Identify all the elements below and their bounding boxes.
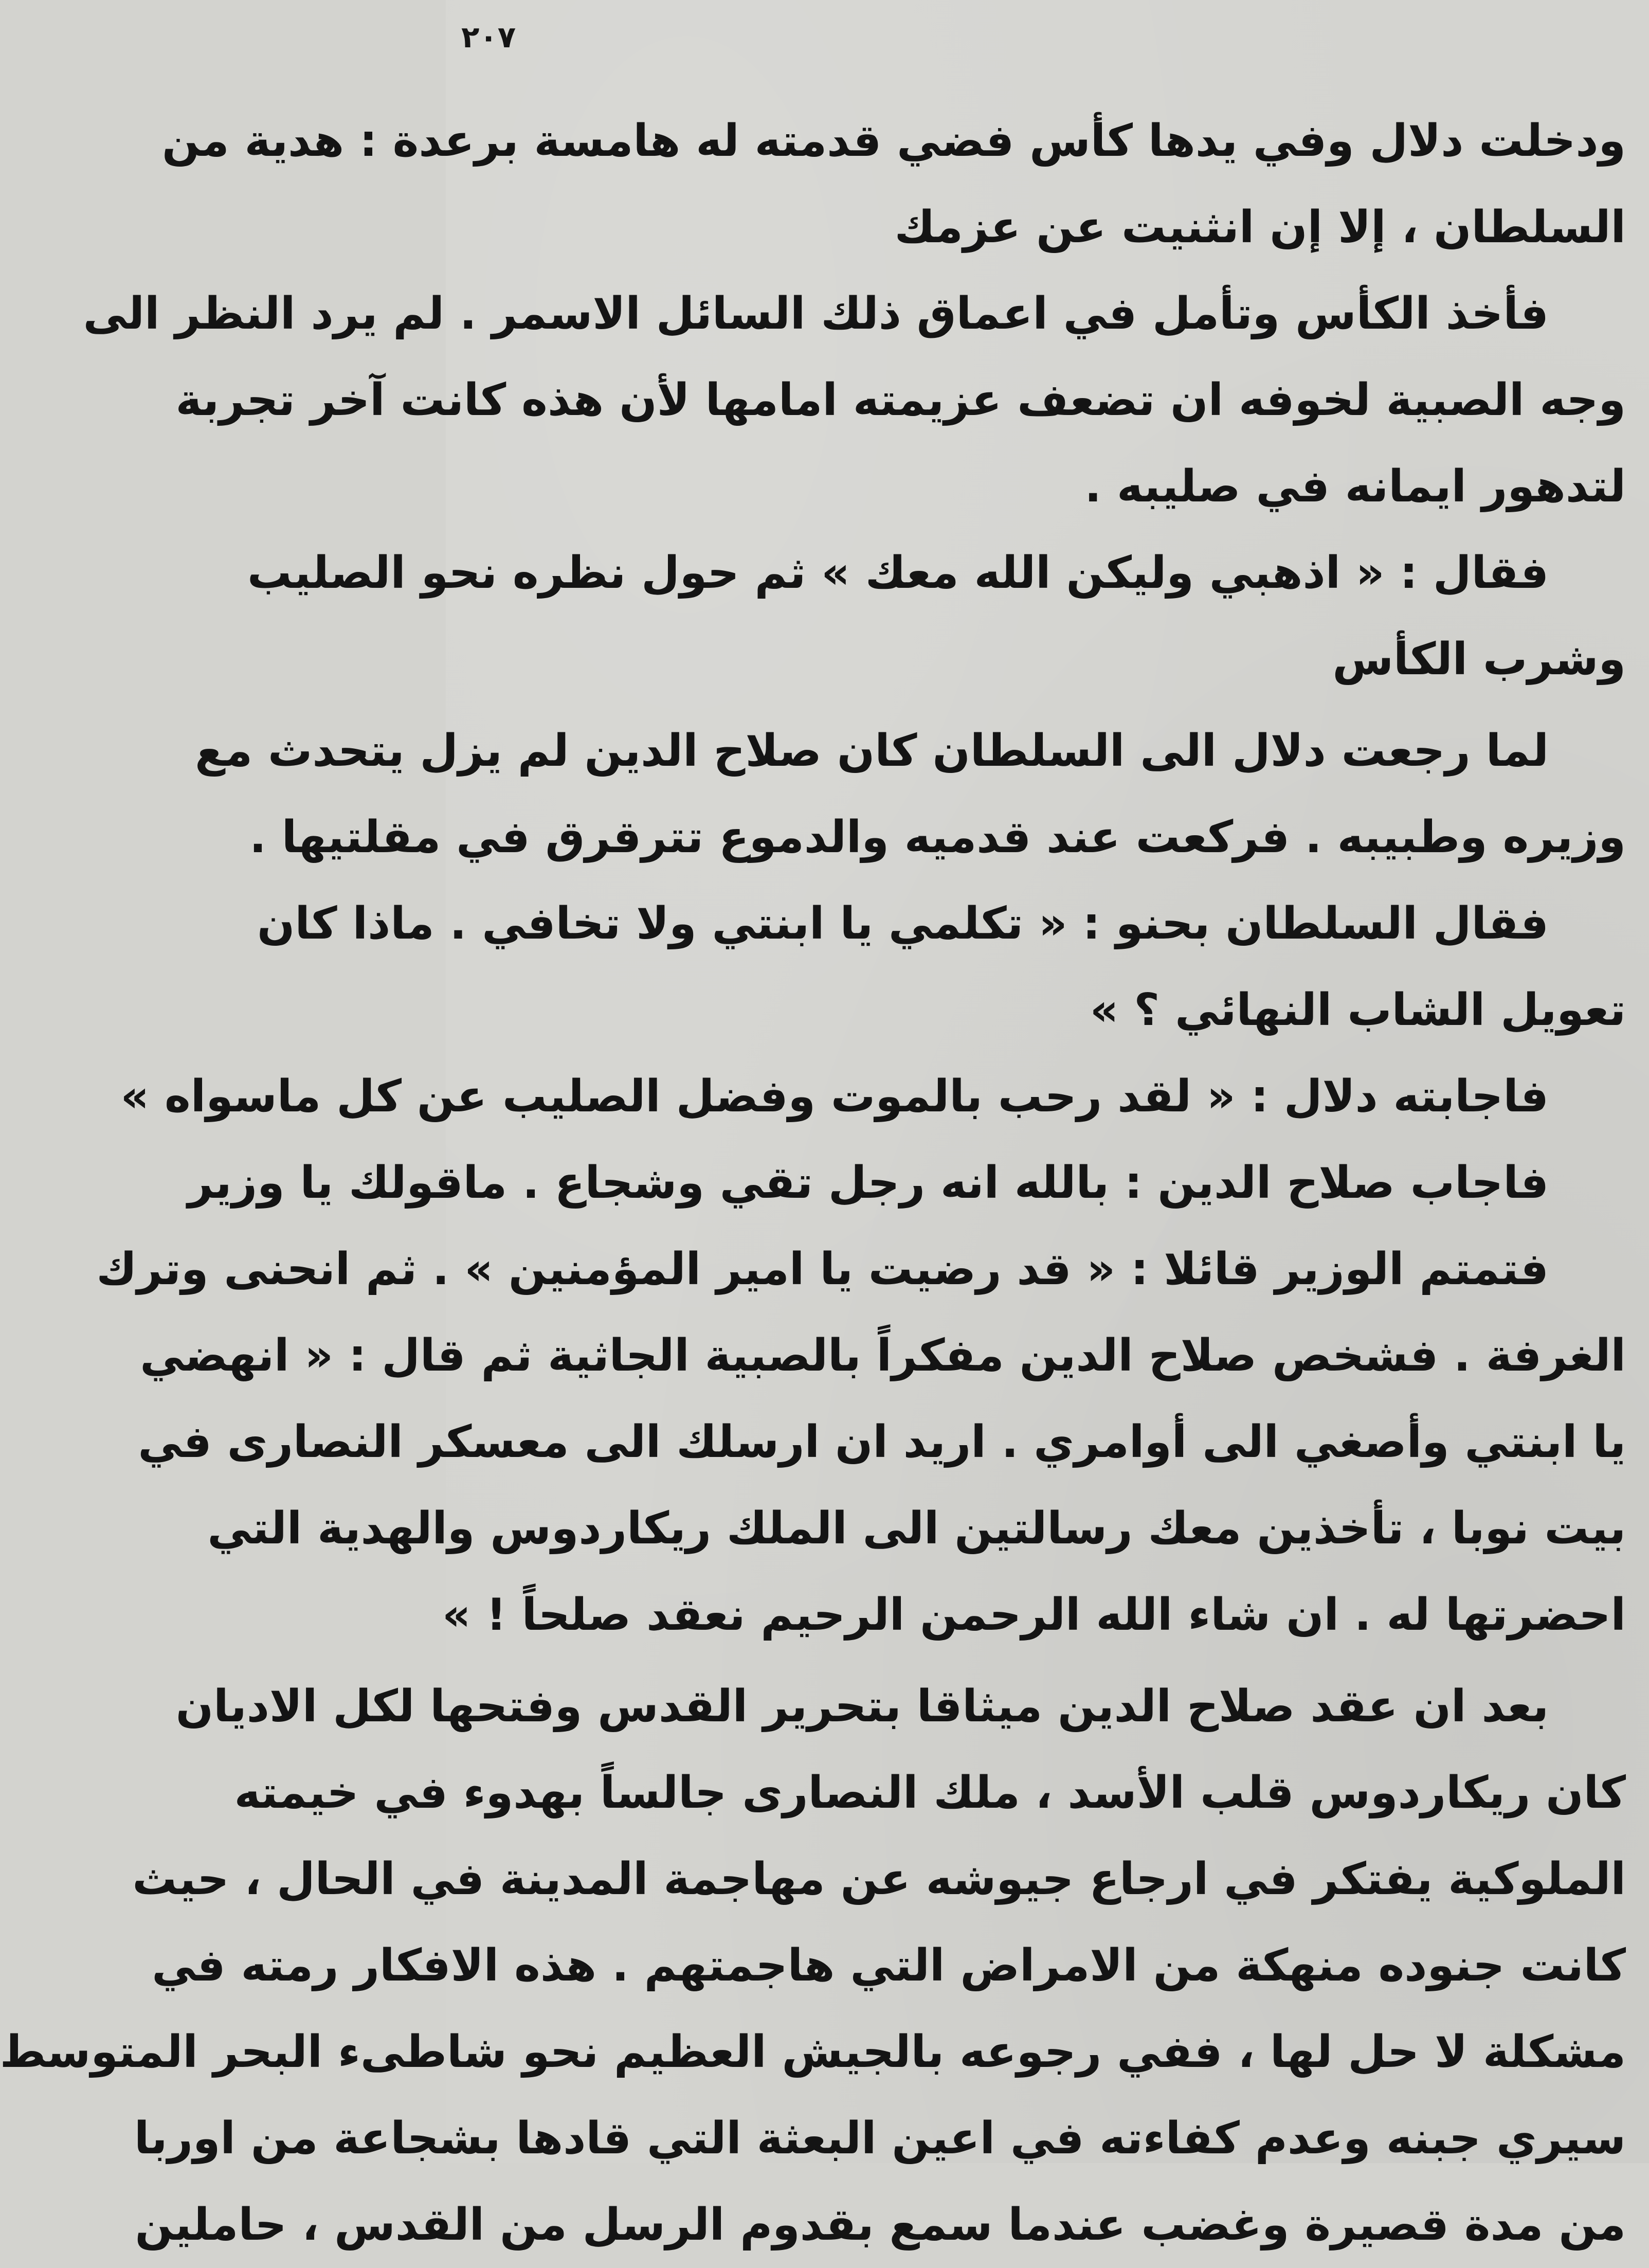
body-text: [0, 98, 1626, 2268]
text-line: الملوكية يفتكر في ارجاع جيوشه عن مهاجمة المدينة في الحال ، حيث: [132, 1853, 1626, 1905]
page-number: ٢٠٧: [461, 20, 516, 55]
text-line: كان ريكاردوس قلب الأسد ، ملك النصارى جالساً بهدوء في خيمته: [234, 1767, 1626, 1819]
text-line: تعويل الشاب النهائي ؟ »: [1090, 984, 1626, 1036]
text-line: بعد ان عقد صلاح الدين ميثاقا بتحرير القدس وفتحها لكل الاديان: [175, 1681, 1549, 1732]
text-line: من مدة قصيرة وغضب عندما سمع بقدوم الرسل من القدس ، حاملين: [135, 2199, 1626, 2251]
text-line: بيت نوبا ، تأخذين معك رسالتين الى الملك ريكاردوس والهدية التي: [207, 1503, 1626, 1554]
text-line: فتمتم الوزير قائلا : « قد رضيت يا امير المؤمنين » . ثم انحنى وترك: [96, 1244, 1549, 1295]
text-line: كانت جنوده منهكة من الامراض التي هاجمتهم . هذه الافكار رمته في: [152, 1940, 1626, 1991]
text-line: فأخذ الكأس وتأمل في اعماق ذلك السائل الاسمر . لم يرد النظر الى: [83, 288, 1549, 339]
text-line: لتدهور ايمانه في صليبه .: [1084, 461, 1626, 512]
text-line: لما رجعت دلال الى السلطان كان صلاح الدين لم يزل يتحدث مع: [195, 725, 1549, 777]
text-line: فاجاب صلاح الدين : بالله انه رجل تقي وشجاع . ماقولك يا وزير: [187, 1157, 1549, 1209]
text-line: السلطان ، إلا إن انثنيت عن عزمك: [894, 202, 1626, 253]
text-line: ودخلت دلال وفي يدها كأس فضي قدمته له هامسة برعدة : هدية من: [161, 115, 1626, 167]
text-line: مشكلة لا حل لها ، ففي رجوعه بالجيش العظيم نحو شاطىء البحر المتوسط: [0, 2026, 1626, 2078]
text-line: احضرتها له . ان شاء الله الرحمن الرحيم نعقد صلحاً ! »: [442, 1589, 1626, 1641]
text-line: سيري جبنه وعدم كفاءته في اعين البعثة التي قادها بشجاعة من اوربا: [134, 2113, 1626, 2164]
text-line: فقال السلطان بحنو : « تكلمي يا ابنتي ولا تخافي . ماذا كان: [257, 898, 1549, 949]
text-line: فاجابته دلال : « لقد رحب بالموت وفضل الصليب عن كل ماسواه »: [120, 1071, 1549, 1122]
text-line: وزيره وطبيبه . فركعت عند قدميه والدموع تترقرق في مقلتيها .: [249, 812, 1626, 863]
text-line: يا ابنتي وأصغي الى أوامري . اريد ان ارسلك الى معسكر النصارى في: [138, 1416, 1626, 1468]
text-line: فقال : « اذهبي وليكن الله معك » ثم حول نظره نحو الصليب: [247, 547, 1549, 599]
text-line: الغرفة . فشخص صلاح الدين مفكراً بالصبية الجاثية ثم قال : « انهضي: [140, 1330, 1626, 1381]
text-line: وجه الصبية لخوفه ان تضعف عزيمته امامها لأن هذه كانت آخر تجربة: [175, 374, 1626, 426]
text-line: وشرب الكأس: [1332, 634, 1626, 685]
